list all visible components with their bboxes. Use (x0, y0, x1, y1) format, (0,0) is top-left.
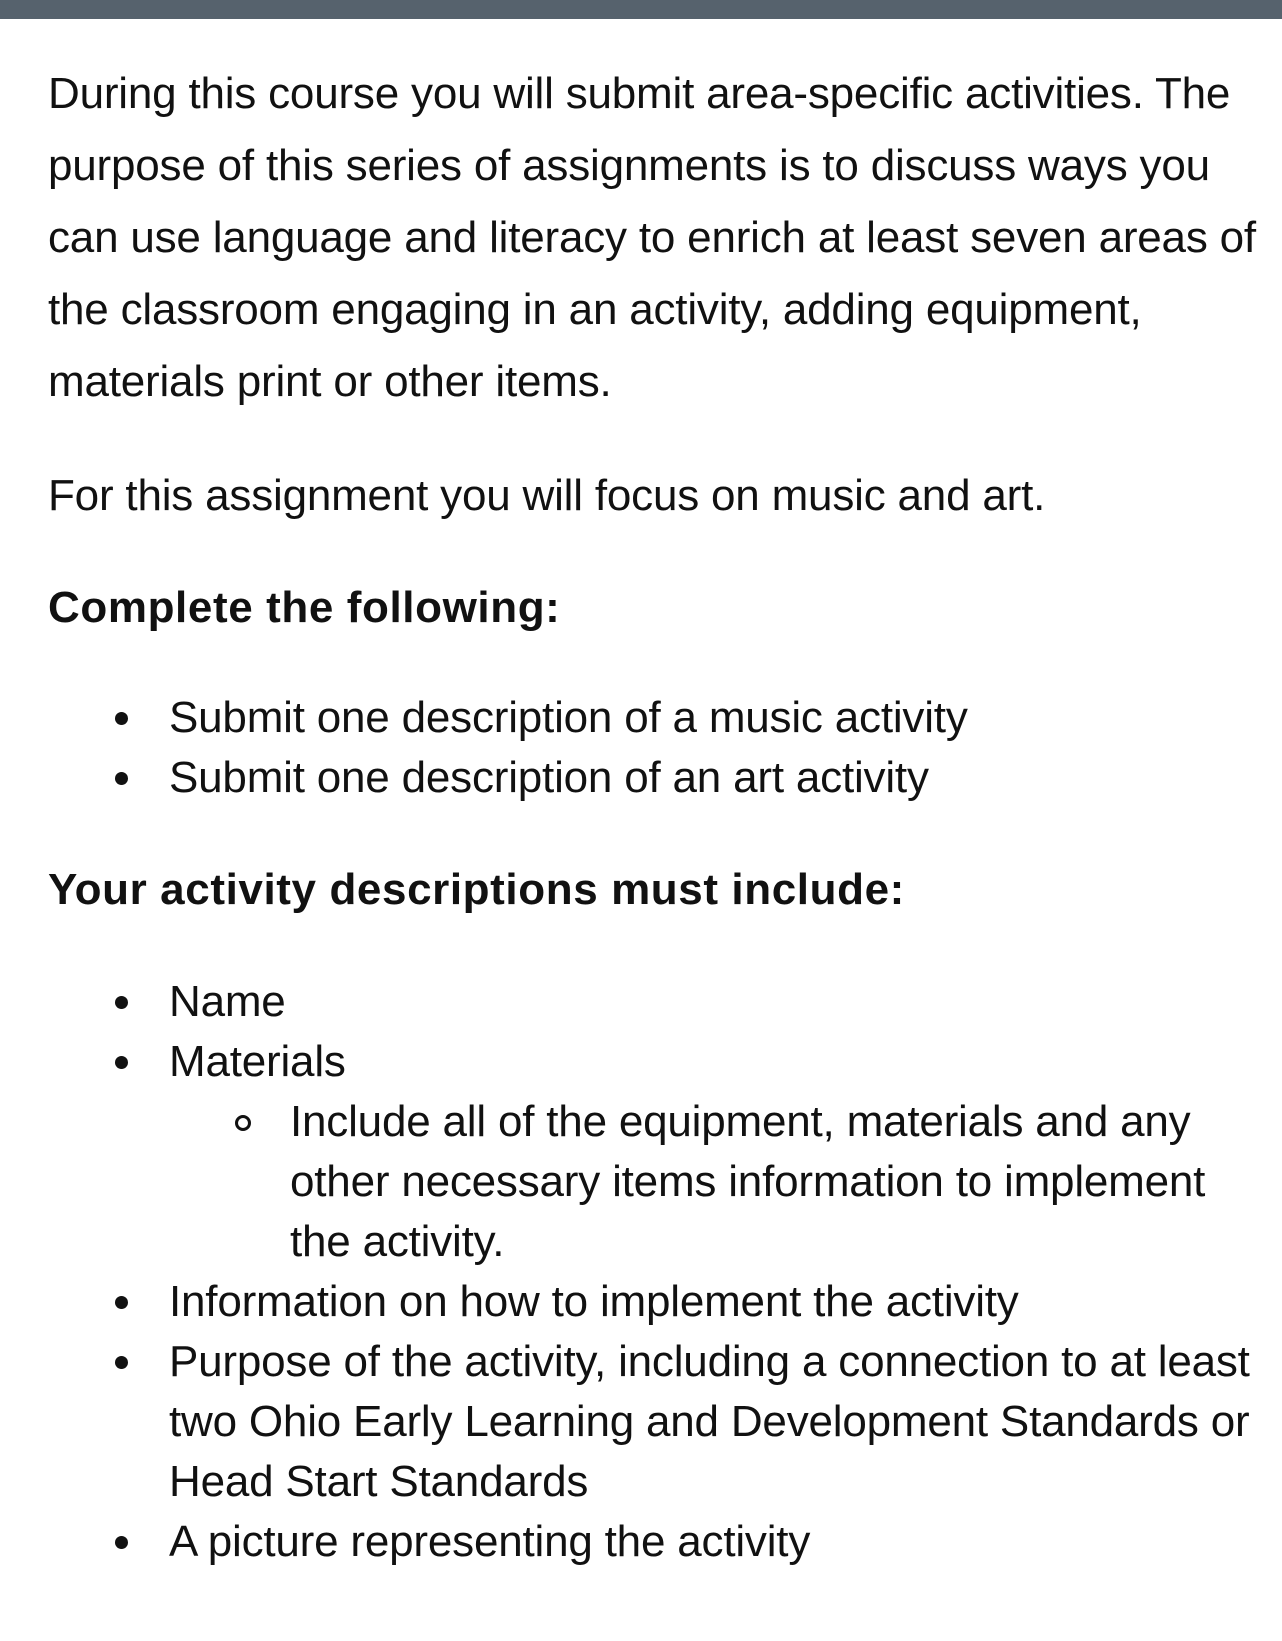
materials-sub-list (169, 1092, 1258, 1272)
list-item-text: Information on how to implement the activity (169, 1277, 1019, 1326)
list-item (48, 748, 1258, 808)
bullet-icon (115, 1536, 128, 1549)
intro-paragraph: During this course you will submit area-specific activities. The purpose of this series of assignments is to discuss ways you can use language and literacy to enrich at least seven areas of the classroom engaging in an activity, adding equipment, materials print or other items. (48, 69, 1256, 406)
bullet-icon (115, 772, 128, 785)
focus-paragraph: For this assignment you will focus on music and art. (48, 471, 1046, 520)
list-item (48, 1332, 1258, 1512)
list-item-text: Submit one description of a music activity (169, 693, 968, 742)
include-list (48, 972, 1258, 1572)
bullet-icon (115, 1356, 128, 1369)
list-item (48, 1032, 1258, 1272)
top-bar (0, 0, 1282, 19)
list-item-text: A picture representing the activity (169, 1517, 811, 1566)
assignment-content (48, 58, 1258, 1572)
list-item (48, 972, 1258, 1032)
list-item (48, 1512, 1258, 1572)
list-item-text: Name (169, 977, 286, 1026)
sub-list-item-text: Include all of the equipment, materials and any other necessary items information to implement the activity. (290, 1097, 1206, 1266)
complete-heading: Complete the following: (48, 583, 561, 632)
list-item-text: Purpose of the activity, including a connection to at least two Ohio Early Learning and Development Standards or Head Start Standards (169, 1337, 1250, 1506)
bullet-icon (115, 996, 128, 1009)
hollow-bullet-icon (235, 1115, 251, 1131)
list-item (48, 688, 1258, 748)
include-heading: Your activity descriptions must include: (48, 865, 905, 914)
list-item (48, 1272, 1258, 1332)
list-item-text: Submit one description of an art activity (169, 753, 929, 802)
bullet-icon (115, 1056, 128, 1069)
bullet-icon (115, 712, 128, 725)
complete-list (48, 688, 1258, 808)
sub-list-item (169, 1092, 1258, 1272)
bullet-icon (115, 1296, 128, 1309)
list-item-text: Materials (169, 1037, 346, 1086)
